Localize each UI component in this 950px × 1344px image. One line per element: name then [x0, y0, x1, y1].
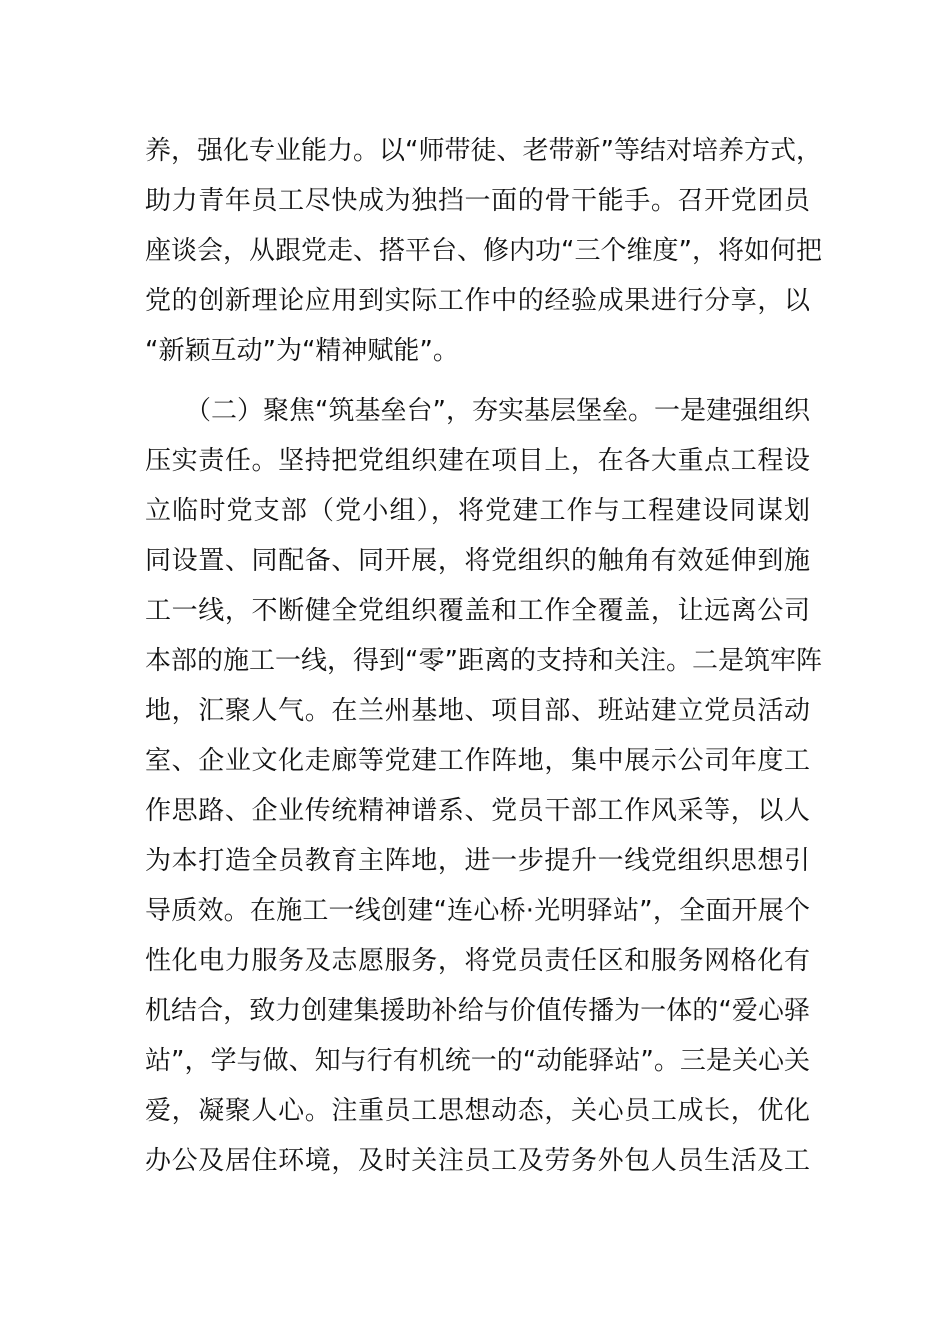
paragraph-line: 立临时党支部（党小组），将党建工作与工程建设同谋划 [145, 496, 810, 526]
paragraph-line: 助力青年员工尽快成为独挡一面的骨干能手。召开党团员 [145, 186, 810, 216]
paragraph-line: 压实责任。坚持把党组织建在项目上，在各大重点工程设 [145, 446, 810, 476]
paragraph-line: 作思路、企业传统精神谱系、党员干部工作风采等，以人 [145, 796, 810, 826]
paragraph-line: 导质效。在施工一线创建“连心桥·光明驿站”，全面开展个 [145, 896, 810, 926]
paragraph-line: 座谈会，从跟党走、搭平台、修内功“三个维度”，将如何把 [145, 236, 822, 266]
paragraph-line: 性化电力服务及志愿服务，将党员责任区和服务网格化有 [145, 946, 810, 976]
paragraph-line: 站”，学与做、知与行有机统一的“动能驿站”。三是关心关 [145, 1046, 810, 1076]
paragraph-line: 党的创新理论应用到实际工作中的经验成果进行分享，以 [145, 286, 810, 316]
paragraph-line: 办公及居住环境，及时关注员工及劳务外包人员生活及工 [145, 1146, 810, 1176]
paragraph-line: 机结合，致力创建集援助补给与价值传播为一体的“爱心驿 [145, 996, 810, 1026]
paragraph-line: “新颖互动”为“精神赋能”。 [145, 336, 459, 366]
paragraph-1 [145, 126, 822, 376]
paragraph-line: 本部的施工一线，得到“零”距离的支持和关注。二是筑牢阵 [145, 646, 822, 676]
paragraph-2 [145, 386, 822, 1186]
paragraph-line: 地，汇聚人气。在兰州基地、项目部、班站建立党员活动 [145, 696, 810, 726]
paragraph-line: 工一线，不断健全党组织覆盖和工作全覆盖，让远离公司 [145, 596, 810, 626]
paragraph-line: 养，强化专业能力。以“师带徒、老带新”等结对培养方式， [145, 136, 822, 166]
paragraph-line: 同设置、同配备、同开展，将党组织的触角有效延伸到施 [145, 546, 810, 576]
paragraph-line: （二）聚焦“筑基垒台”，夯实基层堡垒。一是建强组织 [185, 396, 810, 426]
paragraph-line: 室、企业文化走廊等党建工作阵地，集中展示公司年度工 [145, 746, 810, 776]
paragraph-line: 爱，凝聚人心。注重员工思想动态，关心员工成长，优化 [145, 1096, 810, 1126]
paragraph-line: 为本打造全员教育主阵地，进一步提升一线党组织思想引 [145, 846, 810, 876]
